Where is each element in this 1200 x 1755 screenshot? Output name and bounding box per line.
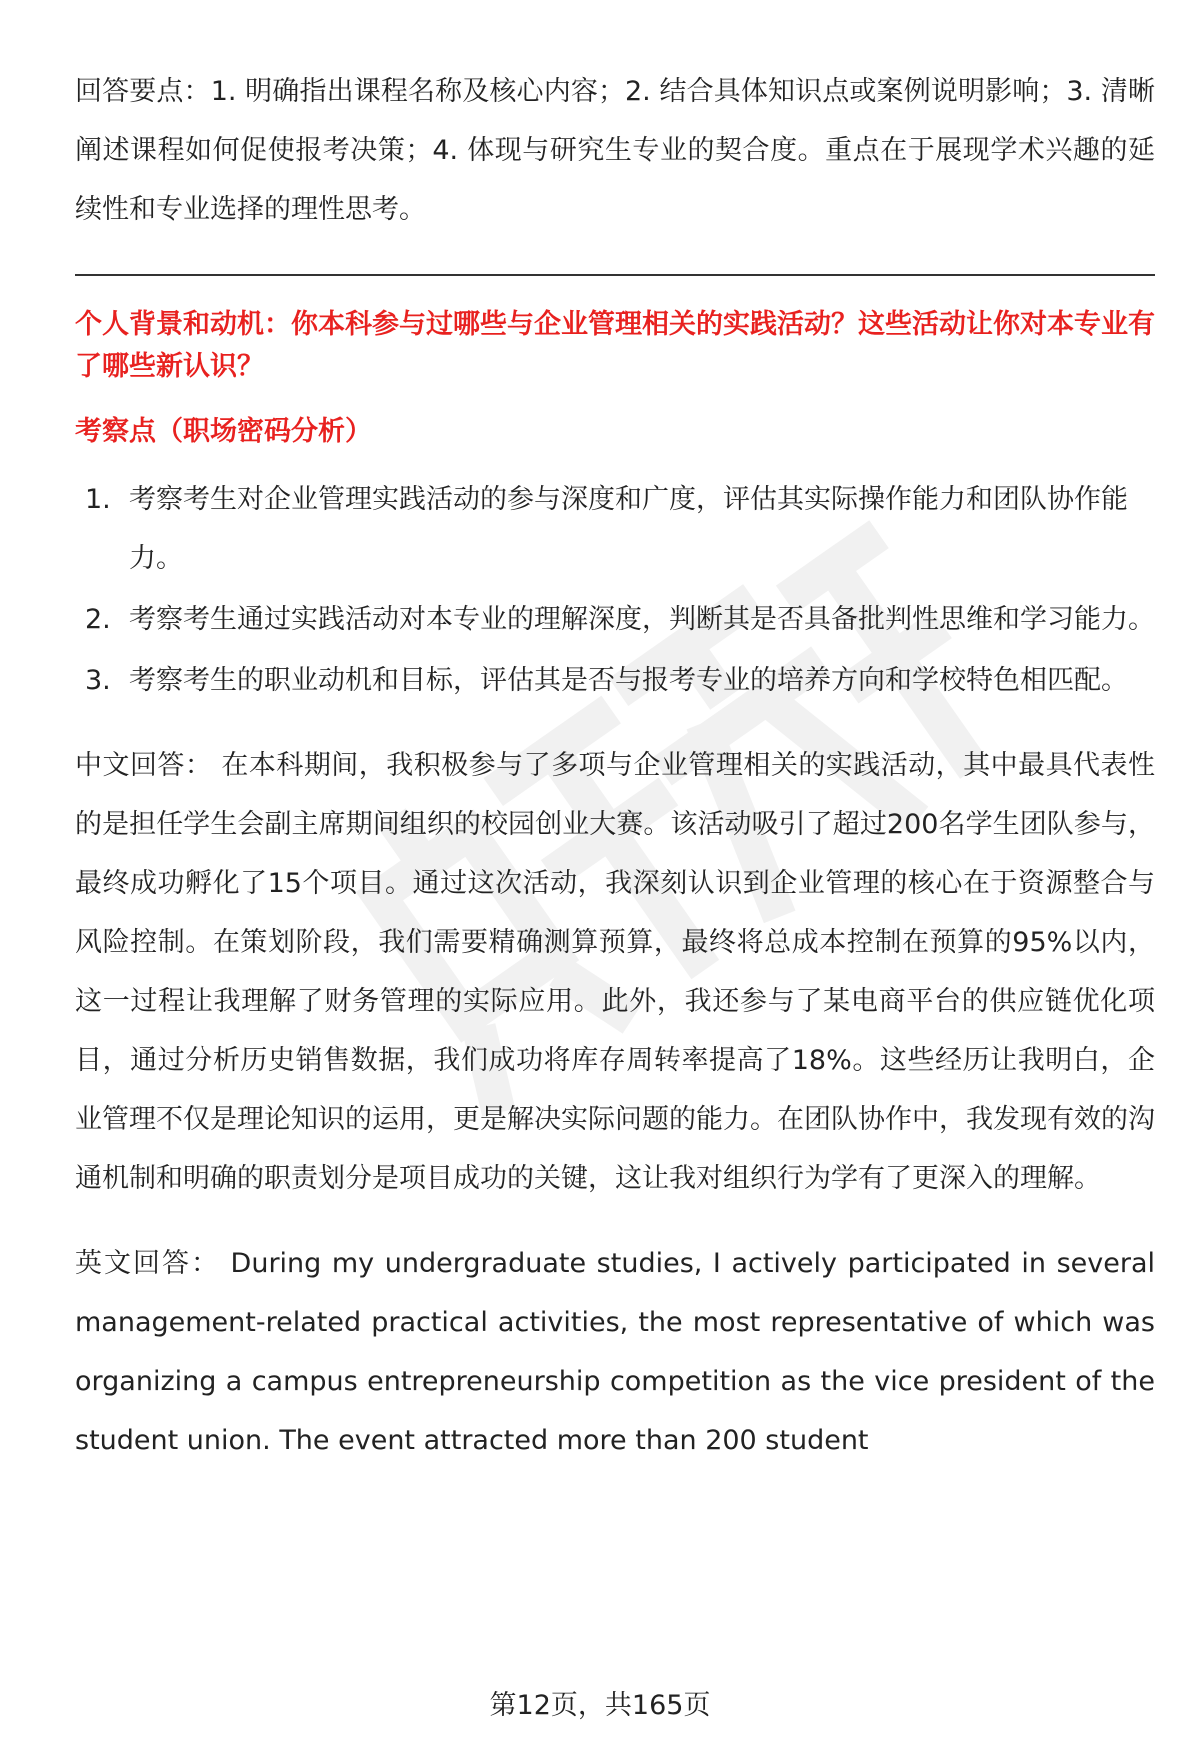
exam-points-list xyxy=(75,470,1155,710)
exam-point-text: 考察考生的职业动机和目标，评估其是否与报考专业的培养方向和学校特色相匹配。 xyxy=(129,665,1128,696)
exam-point-item xyxy=(75,590,1155,649)
exam-point-text: 考察考生对企业管理实践活动的参与深度和广度，评估其实际操作能力和团队协作能力。 xyxy=(129,484,1128,574)
question-heading: 个人背景和动机：你本科参与过哪些与企业管理相关的实践活动？这些活动让你对本专业有了哪些新认识？ xyxy=(75,309,1155,382)
chinese-answer: 中文回答： 在本科期间，我积极参与了多项与企业管理相关的实践活动，其中最具代表性的是担任学生会副主席期间组织的校园创业大赛。该活动吸引了超过200名学生团队参与，最终成功孵化了15个项目。通过这次活动，我深刻认识到企业管理的核心在于资源整合与风险控制。在策划阶段，我们需要精确测算预算，最终将总成本控制在预算的95%以内，这一过程让我理解了财务管理的实际应用。此外，我还参与了某电商平台的供应链优化项目，通过分析历史销售数据，我们成功将库存周转率提高了18%。这些经历让我明白，企业管理不仅是理论知识的运用，更是解决实际问题的能力。在团队协作中，我发现有效的沟通机制和明确的职责划分是项目成功的关键，这让我对组织行为学有了更深入的理解。 xyxy=(75,750,1155,1194)
exam-point-number: 3. xyxy=(85,665,111,696)
exam-point-text: 考察考生通过实践活动对本专业的理解深度，判断其是否具备批判性思维和学习能力。 xyxy=(129,604,1155,635)
exam-points-heading: 考察点（职场密码分析） xyxy=(75,416,372,447)
section-divider xyxy=(75,274,1155,276)
document-page xyxy=(75,62,1155,1470)
exam-point-number: 1. xyxy=(85,484,111,515)
exam-point-item xyxy=(75,470,1155,588)
english-answer: 英文回答： During my undergraduate studies, I actively participated in several management-related practical activities, the most representative of which was organizing a campus entrepreneurship competition as the vice president of the student union. The event attracted more than 200 student xyxy=(75,1248,1155,1456)
exam-point-item xyxy=(75,651,1155,710)
exam-point-number: 2. xyxy=(85,604,111,635)
intro-paragraph: 回答要点：1. 明确指出课程名称及核心内容；2. 结合具体知识点或案例说明影响；3. 清晰阐述课程如何促使报考决策；4. 体现与研究生专业的契合度。重点在于展现学术兴趣的延续性和专业选择的理性思考。 xyxy=(75,76,1155,225)
page-footer: 第12页，共165页 xyxy=(489,1690,711,1721)
